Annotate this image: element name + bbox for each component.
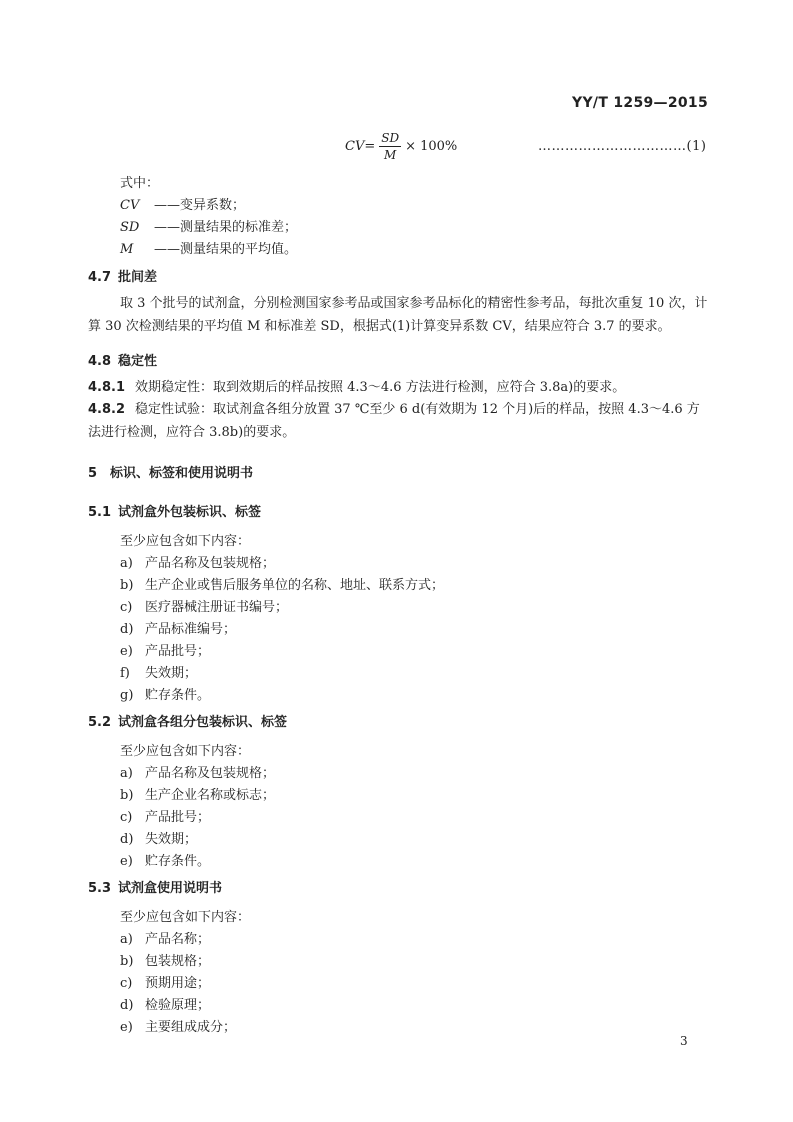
formula-number: (1) (686, 139, 707, 154)
section-number: 5.1 (88, 505, 112, 520)
list-item (120, 640, 210, 659)
definition-symbol: M (120, 242, 134, 257)
definitions-intro: 式中： (120, 176, 160, 191)
section-title: 批间差 (118, 270, 158, 285)
list-item (120, 850, 210, 869)
document-code: YY/T 1259—2015 (572, 95, 708, 111)
definition-text: ——变异系数； (154, 198, 246, 213)
formula-denominator: M (384, 148, 397, 162)
section-title: 试剂盒外包装标识、标签 (118, 505, 262, 520)
list-marker: d) (120, 998, 134, 1013)
subsection-number: 4.8.1 (88, 380, 126, 395)
formula (345, 131, 457, 162)
formula-numerator: SD (381, 131, 400, 145)
list-text: 产品标准编号； (145, 622, 237, 637)
list-text: 产品批号； (145, 810, 211, 825)
section-title: 试剂盒使用说明书 (118, 881, 223, 896)
list-intro: 至少应包含如下内容： (120, 910, 251, 925)
chapter-title: 标识、标签和使用说明书 (110, 466, 254, 481)
section-number: 4.7 (88, 270, 112, 285)
list-text: 产品名称及包装规格； (145, 556, 276, 571)
page-number: 3 (680, 1034, 688, 1048)
list-text: 贮存条件。 (145, 688, 211, 703)
formula-lhs: CV (345, 139, 365, 154)
section-heading-5-2 (88, 711, 287, 730)
definition-symbol: SD (120, 220, 140, 235)
list-item (120, 928, 210, 947)
list-marker: a) (120, 766, 133, 781)
list-marker: c) (120, 810, 133, 825)
list-marker: b) (120, 788, 134, 803)
list-marker: e) (120, 1020, 133, 1035)
subsection-text: 效期稳定性：取到效期后的样品按照 4.3～4.6 方法进行检测，应符合 3.8a)的要求。 (135, 380, 626, 395)
list-text: 生产企业或售后服务单位的名称、地址、联系方式； (145, 578, 445, 593)
list-item (120, 784, 275, 803)
subsection-number: 4.8.2 (88, 402, 126, 417)
list-item (120, 828, 197, 847)
list-item (120, 762, 275, 781)
list-text: 主要组成成分； (145, 1020, 237, 1035)
list-text: 产品名称及包装规格； (145, 766, 276, 781)
list-text: 产品批号； (145, 644, 211, 659)
list-item (120, 806, 210, 825)
section-number: 5.3 (88, 881, 112, 896)
list-item (120, 1016, 236, 1035)
section-heading-5-3 (88, 877, 222, 896)
list-text: 医疗器械注册证书编号； (145, 600, 289, 615)
list-marker: b) (120, 954, 134, 969)
list-intro: 至少应包含如下内容： (120, 534, 251, 549)
list-marker: c) (120, 600, 133, 615)
list-item (120, 596, 288, 615)
list-text: 生产企业名称或标志； (145, 788, 276, 803)
list-text: 预期用途； (145, 976, 211, 991)
list-marker: d) (120, 622, 134, 637)
section-number: 5.2 (88, 715, 112, 730)
definition-text: ——测量结果的标准差； (154, 220, 298, 235)
list-text: 贮存条件。 (145, 854, 211, 869)
list-text: 包装规格； (145, 954, 211, 969)
formula-rest: × 100% (405, 139, 458, 154)
list-item (120, 972, 210, 991)
list-text: 产品名称； (145, 932, 211, 947)
subsection-text: 稳定性试验：取试剂盒各组分放置 37 ℃至少 6 d(有效期为 12 个月)后的样品，按照 4.3～4.6 方法进行检测，应符合 3.8b)的要求。 (88, 402, 700, 440)
list-marker: g) (120, 688, 134, 703)
list-text: 失效期； (145, 832, 198, 847)
list-item (120, 950, 210, 969)
section-number: 4.8 (88, 354, 112, 369)
definition-row (120, 216, 297, 235)
list-item (120, 662, 197, 681)
section-heading-4-8 (88, 350, 157, 369)
section-title: 稳定性 (118, 354, 158, 369)
list-marker: a) (120, 556, 133, 571)
subsection-4-8-1 (88, 376, 708, 399)
list-item (120, 552, 275, 571)
definition-row (120, 238, 297, 257)
formula-equals: = (364, 139, 376, 154)
section-title: 试剂盒各组分包装标识、标签 (118, 715, 288, 730)
list-marker: d) (120, 832, 134, 847)
list-intro: 至少应包含如下内容： (120, 744, 251, 759)
list-marker: a) (120, 932, 133, 947)
formula-leader (538, 139, 706, 154)
chapter-heading-5 (88, 462, 253, 481)
formula-fraction (379, 131, 401, 162)
definition-row (120, 194, 245, 213)
list-item (120, 684, 210, 703)
section-heading-4-7 (88, 266, 157, 285)
subsection-4-8-2 (88, 398, 708, 444)
chapter-number: 5 (88, 466, 98, 481)
list-item (120, 618, 236, 637)
definition-symbol: CV (120, 198, 140, 213)
list-marker: e) (120, 644, 133, 659)
list-item (120, 994, 210, 1013)
list-marker: e) (120, 854, 133, 869)
section-paragraph-4-7: 取 3 个批号的试剂盒，分别检测国家参考品或国家参考品标化的精密性参考品，每批次重复 10 次，计算 30 次检测结果的平均值 M 和标准差 SD，根据式(1)计算变异系数 CV，结果应符合 3.7 的要求。 (88, 296, 708, 334)
formula-dots: …………………………… (538, 139, 687, 154)
definition-text: ——测量结果的平均值。 (154, 242, 298, 257)
list-marker: b) (120, 578, 134, 593)
list-marker: c) (120, 976, 133, 991)
section-heading-5-1 (88, 501, 261, 520)
list-item (120, 574, 444, 593)
list-marker: f) (120, 666, 130, 681)
list-text: 检验原理； (145, 998, 211, 1013)
list-text: 失效期； (145, 666, 198, 681)
